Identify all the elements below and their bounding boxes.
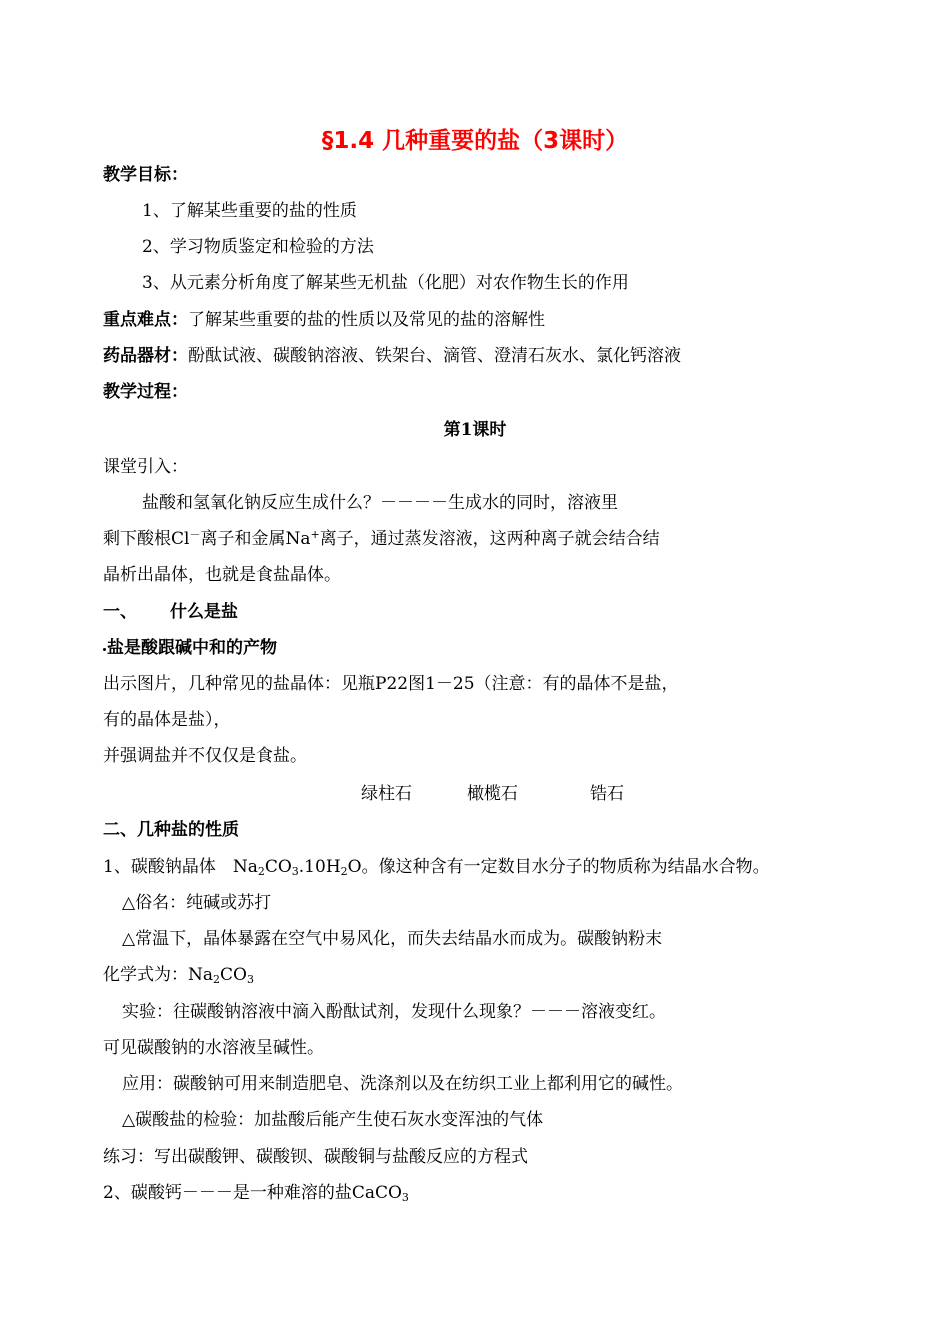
superscript: － [189,528,201,541]
objectives-heading: 教学目标： [103,165,188,185]
intro-text: 离子，通过蒸发溶液，这两种离子就会结合结 [319,529,660,549]
text: 2、碳酸钙－－－是一种难溶的盐CaCO [103,1183,402,1203]
process-heading: 教学过程： [103,382,188,402]
experiment: 实验：往碳酸钠溶液中滴入酚酞试剂，发现什么现象？－－－溶液变红。 [122,1002,666,1022]
key-points-label: 重点难点： [103,310,188,330]
text: 化学式为：Na [103,965,214,985]
materials-label: 药品器材： [103,346,188,366]
section1-text-3: 并强调盐并不仅仅是食盐。 [103,746,307,766]
subscript: 2 [340,865,348,878]
objective-item: 2、学习物质鉴定和检验的方法 [142,237,374,257]
subscript: 3 [291,865,299,878]
materials [103,344,681,368]
section1-text-1: 出示图片，几种常见的盐晶体：见瓶P22图1－25（注意：有的晶体不是盐， [103,674,679,694]
subscript: 3 [401,1191,409,1204]
key-points-text: 了解某些重要的盐的性质以及常见的盐的溶解性 [188,310,545,330]
materials-text: 酚酞试液、碳酸钠溶液、铁架台、滴管、澄清石灰水、氯化钙溶液 [188,346,681,366]
bullet-dot [103,648,106,651]
intro-line-1: 盐酸和氢氧化钠反应生成什么？－－－－生成水的同时，溶液里 [142,493,618,513]
intro-text: 离子和金属Na [200,529,311,549]
alkaline-note: 可见碳酸钠的水溶液呈碱性。 [103,1038,324,1058]
common-name: △俗名：纯碱或苏打 [122,893,272,913]
lesson1-heading: 第1课时 [443,420,507,440]
weathering-note: △常温下，晶体暴露在空气中易风化，而失去结晶水而成为。碳酸钠粉末 [122,929,663,949]
text: CO [220,965,247,985]
exercise: 练习：写出碳酸钾、碳酸钡、碳酸铜与盐酸反应的方程式 [103,1147,528,1167]
text: O。像这种含有一定数目水分子的物质称为结晶水合物。 [347,857,770,877]
mineral-label: 绿柱石 [361,784,412,804]
intro-line-2 [103,527,660,551]
calcium-carbonate [103,1181,409,1205]
section2-heading: 二、几种盐的性质 [103,820,239,840]
subscript: 2 [213,973,221,986]
carbonate-test: △碳酸盐的检验：加盐酸后能产生使石灰水变浑浊的气体 [122,1110,544,1130]
text: 1、碳酸钠晶体 Na [103,857,258,877]
text: CO [264,857,292,877]
objective-item: 3、从元素分析角度了解某些无机盐（化肥）对农作物生长的作用 [142,273,629,293]
mineral-label: 锆石 [590,784,624,804]
intro-text: 剩下酸根Cl [103,529,190,549]
subscript: 3 [246,973,254,986]
section1-number: 一、 [103,602,137,622]
sodium-carbonate-crystal [103,855,770,879]
superscript: + [310,528,320,541]
application: 应用：碳酸钠可用来制造肥皂、洗涤剂以及在纺织工业上都利用它的碱性。 [122,1074,683,1094]
objective-item: 1、了解某些重要的盐的性质 [142,201,357,221]
intro-line-3: 晶析出晶体，也就是食盐晶体。 [103,565,341,585]
intro-label: 课堂引入： [103,457,188,477]
text: .10H [298,857,341,877]
mineral-label: 橄榄石 [467,784,518,804]
subscript: 2 [257,865,265,878]
document-title: §1.4 几种重要的盐（3课时） [321,128,629,154]
section1-title: 什么是盐 [170,602,238,622]
chemical-formula [103,963,254,987]
section1-text-2: 有的晶体是盐）， [103,710,231,730]
key-points [103,308,545,332]
salt-definition: 盐是酸跟碱中和的产物 [107,638,277,658]
